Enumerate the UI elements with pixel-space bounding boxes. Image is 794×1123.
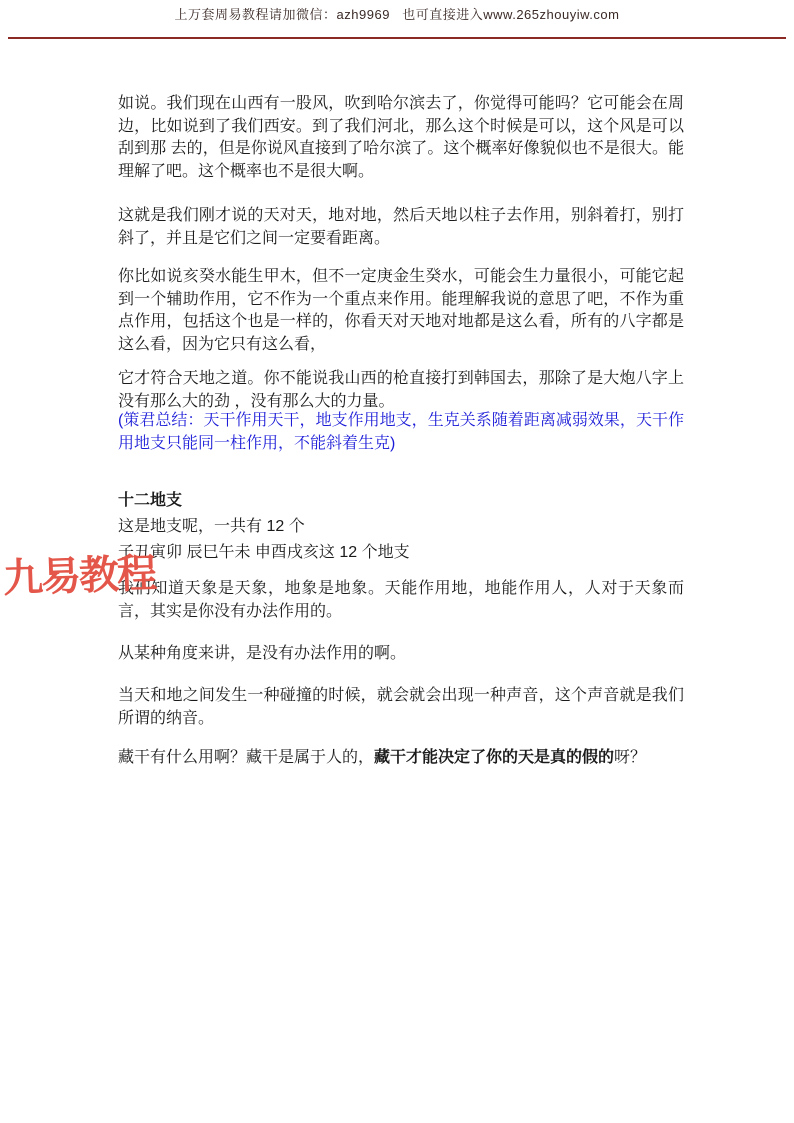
canggan-text-normal: 藏干有什么用啊？藏干是属于人的， [118, 749, 375, 766]
paragraph-angle-view: 从某种角度来讲，是没有办法作用的啊。 [118, 645, 407, 662]
paragraph-nayin: 当天和地之间发生一种碰撞的时候，就会就会出现一种声音，这个声音就是我们所谓的纳音。 [118, 687, 684, 727]
summary-note-blue: (策君总结：天干作用天干，地支作用地支，生克关系随着距离减弱效果，天干作用地支只能同一柱作用，不能斜着生克) [118, 412, 684, 452]
header-divider-line [8, 37, 786, 39]
paragraph-tianxiang-dixiang: 我们知道天象是天象，地象是地象。天能作用地，地能作用人，人对于天象而言，其实是你没有办法作用的。 [118, 580, 684, 620]
paragraph-wind-example: 如说。我们现在山西有一股风，吹到哈尔滨去了，你觉得可能吗？它可能会在周边，比如说到了我们西安。到了我们河北，那么这个时候是可以，这个风是可以刮到那 去的，但是你说风直接到了哈尔滨了。这个概率好像貌似也不是很大。能理解了吧。这个概率也不是很大啊。 [118, 95, 684, 180]
paragraph-hai-gui-shui: 你比如说亥癸水能生甲木，但不一定庚金生癸水，可能会生力量很小，可能它起到一个辅助作用，它不作为一个重点来作用。能理解我说的意思了吧，不作为重点作用，包括这个也是一样的，你看天对天地对地都是这么看，所有的八字都是这么看，因为它只有这么看， [118, 268, 684, 353]
canggan-text-tail: 呀？ [614, 749, 647, 766]
section-heading-twelve-branches: 十二地支 [118, 492, 183, 509]
branches-count-line: 这是地支呢，一共有 12 个 [118, 518, 305, 535]
watermark-jiuyi-jiaocheng: 九易教程 [2, 551, 156, 602]
paragraph-canggan [118, 747, 684, 770]
header-ad-text: 上万套周易教程请加微信：azh9969 也可直接进入www.265zhouyiw.com [174, 7, 620, 22]
paragraph-tiandi-zhidao: 它才符合天地之道。你不能说我山西的枪直接打到韩国去，那除了是大炮八字上没有那么大的劲 ，没有那么大的力量。 [118, 370, 684, 410]
paragraph-tian-dui-tian: 这就是我们刚才说的天对天，地对地，然后天地以柱子去作用，别斜着打，别打斜了，并且是它们之间一定要看距离。 [118, 207, 684, 247]
branches-list-line: 子丑寅卯 辰巳午未 申酉戌亥这 12 个地支 [118, 544, 410, 561]
canggan-text-bold: 藏干才能决定了你的天是真的假的 [374, 749, 615, 766]
